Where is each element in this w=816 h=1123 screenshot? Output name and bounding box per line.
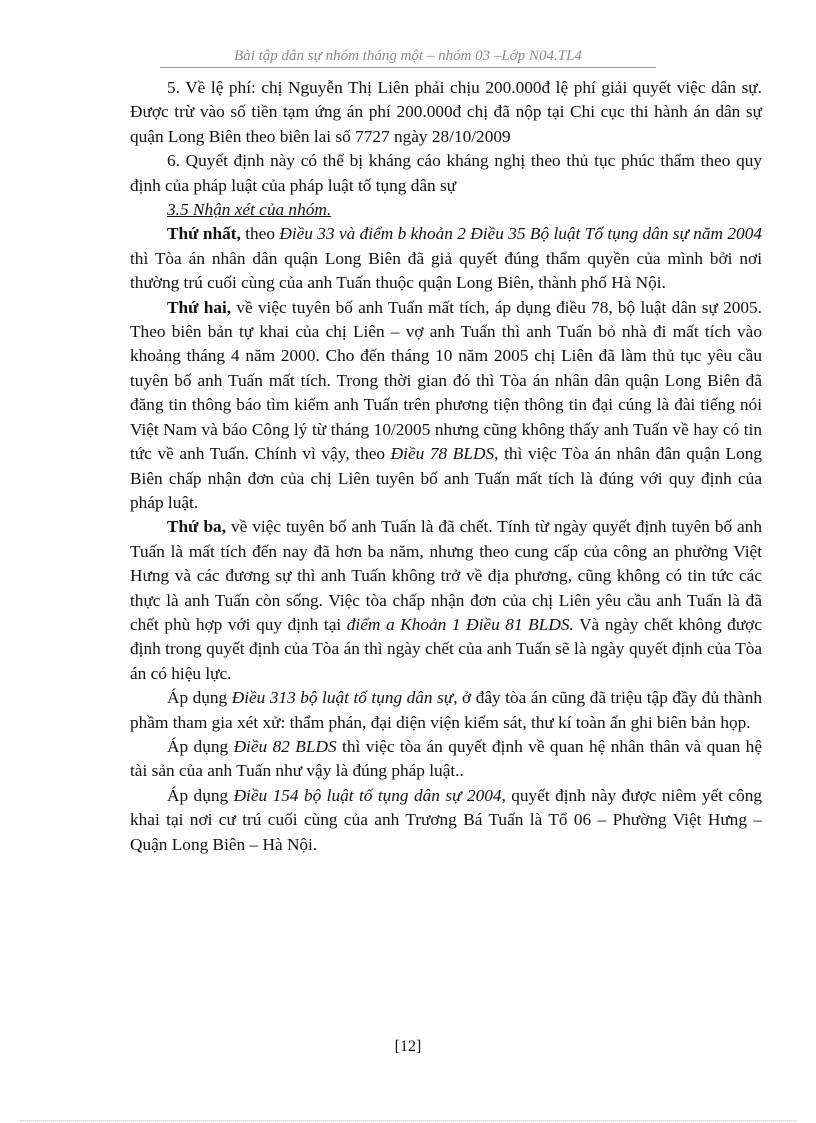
paragraph-first (130, 222, 762, 295)
paragraph-text: về việc tuyên bố anh Tuấn mất tích, áp dụng điều 78, bộ luật dân sự 2005. Theo biên bản tự khai của chị Liên – vợ anh Tuấn thì anh Tuấn bỏ nhà đi mất tích vào khoảng tháng 4 năm 2000. Cho đến tháng 10 năm 2005 chị Liên đã làm thủ tục yêu cầu tuyên bố anh Tuấn mất tích. Trong thời gian đó thì Tòa án nhân dân quận Long Biên đã đăng tin thông báo tìm kiếm anh Tuấn trên phương tiện thông tin đại cúng là đài tiếng nói Việt Nam và báo Công lý từ tháng 10/2005 nhưng cũng không thấy anh Tuấn về hay có tin tức về anh Tuấn. Chính vì vậy, theo (130, 297, 763, 464)
paragraph-text: , quyết định này được niêm yết công khai tại nơi cư trú cuối cùng của anh Trương Bá Tuấn là Tổ 06 – Phường Việt Hưng – Quận Long Biên – Hà Nội. (130, 785, 763, 854)
list-item-5: 5. Về lệ phí: chị Nguyễn Thị Liên phải chịu 200.000đ lệ phí giải quyết việc dân sự. Được trừ vào số tiền tạm ứng án phí 200.000đ chị đã nộp tại Chi cục thi hành án dân sự quận Long Biên theo biên lai số 7727 ngày 28/10/2009 (130, 78, 762, 146)
paragraph-lead: Thứ nhất, (167, 224, 241, 244)
paragraph-text: thì Tòa án nhân dân quận Long Biên đã giả quyết đúng thẩm quyền của mình bởi nơi thường trú cuối cùng của anh Tuấn thuộc quận Long Biên, thành phố Hà Nội. (130, 248, 762, 293)
legal-reference: Điều 33 và điểm b khoản 2 Điều 35 Bộ luật Tố tụng dân sự năm 2004 (279, 224, 762, 244)
legal-reference: Điều 313 bộ luật tố tụng dân sự (231, 688, 454, 708)
legal-reference: Điều 82 BLDS (233, 736, 337, 756)
paragraph-lead: Thứ ba, (167, 517, 227, 537)
paragraph-text: thì việc tòa án quyết định về quan hệ nhân thân và quan hệ tài sản của anh Tuấn như vậy là đúng pháp luật.. (130, 736, 762, 781)
legal-reference: Điều 78 BLDS (390, 444, 495, 464)
page-bottom-border (20, 1120, 796, 1121)
page-number: [12] (394, 1038, 422, 1055)
paragraph-text: , thì việc Tòa án nhân đân quận Long Biên chấp nhận đơn của chị Liên tuyên bố anh Tuấn mất tích là đúng với quy định của pháp luật. (130, 444, 762, 512)
legal-reference: điểm a Khoản 1 Điều 81 BLDS. (346, 614, 574, 634)
paragraph-article-154 (130, 784, 762, 857)
list-item-6: 6. Quyết định này có thể bị kháng cáo kháng nghị theo thủ tục phúc thẩm theo quy định của pháp luật của pháp luật tố tụng dân sự (130, 151, 762, 195)
paragraph-text: Áp dụng (167, 688, 232, 708)
paragraph-lead: Thứ hai, (167, 297, 232, 317)
running-header: Bài tập dân sự nhóm tháng một – nhóm 03 –Lớp N04.TL4 (234, 48, 582, 64)
paragraph-article-313 (130, 686, 762, 735)
paragraph-text: về việc tuyên bố anh Tuấn là đã chết. Tính từ ngày quyết định tuyên bố anh Tuấn là mất tích đến nay đã hơn ba năm, nhưng theo cung cấp của công an phường Việt Hưng và các đương sự thì anh Tuấn không trở về địa phương, cũng không có tin tức các thực là anh Tuấn còn sống. Việc tòa chấp nhận đơn của chị Liên yêu cầu anh Tuấn là đã chết phù hợp với quy định tại (130, 517, 763, 634)
paragraph-third (130, 515, 762, 686)
header-divider (160, 67, 656, 68)
section-heading: 3.5 Nhận xét của nhóm. (167, 200, 332, 220)
paragraph-text: theo (240, 224, 280, 244)
paragraph-text: , ở đây tòa án cũng đã triệu tập đầy đủ thành phầm tham gia xét xử: thẩm phán, đại diện viện kiểm sát, thư kí toàn ấn ghi biên bản họp. (130, 688, 762, 732)
paragraph-second (130, 296, 762, 516)
paragraph-text: Áp dụng (167, 736, 234, 756)
paragraph-article-82 (130, 735, 762, 784)
legal-reference: Điều 154 bộ luật tố tụng dân sự 2004 (233, 785, 502, 805)
paragraph-text: Áp dụng (167, 785, 234, 805)
document-body (130, 76, 762, 857)
paragraph-text: Và ngày chết không được định trong quyết định của Tòa án thì ngày chết của anh Tuấn sẽ là ngày quyết định của Tòa án có hiệu lực. (130, 614, 762, 683)
